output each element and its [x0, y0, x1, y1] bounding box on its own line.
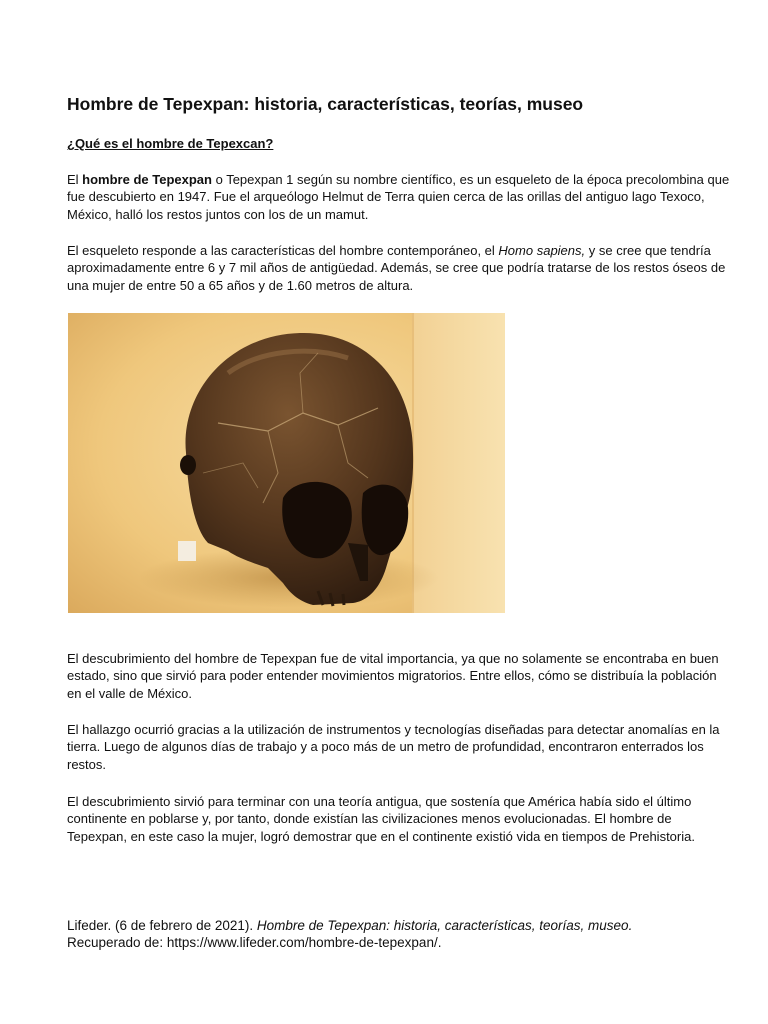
paragraph-3 [67, 650, 719, 702]
paragraph-5-line-1: El descubrimiento sirvió para terminar con una teoría antigua, que sostenía que América había sido el último [67, 794, 692, 809]
paragraph-4-line-3: restos. [67, 756, 107, 772]
skull-photo [68, 313, 505, 613]
citation-line-1: Lifeder. (6 de febrero de 2021). Hombre de Tepexpan: historia, características, teorías, museo. [67, 918, 633, 933]
paragraph-1-line-1: El hombre de Tepexpan o Tepexpan 1 según su nombre científico, es un esqueleto de la época precolombina que [67, 172, 730, 187]
paragraph-2-line-2: aproximadamente entre 6 y 7 mil años de antigüedad. Además, se cree que podría tratarse de los restos óseos de [67, 260, 726, 276]
citation-title: Hombre de Tepexpan: historia, características, teorías, museo. [256, 918, 633, 933]
paragraph-2 [67, 242, 726, 294]
paragraph-1-line-3: México, halló los restos juntos con los de un mamut. [67, 206, 369, 222]
paragraph-5-line-2: continente en poblarse y, por tanto, donde existían las civilizaciones menos evolucionadas. El hombre de [67, 811, 672, 827]
document-title: Hombre de Tepexpan: historia, características, teorías, museo [67, 94, 584, 114]
bold-term: hombre de Tepexpan [82, 172, 212, 187]
citation [67, 917, 707, 951]
paragraph-5 [67, 793, 707, 845]
italic-term: Homo sapiens, [498, 243, 586, 258]
paragraph-1-line-2: fue descubierto en 1947. Fue el arqueólogo Helmut de Terra quien cerca de las orillas del antiguo lago Texoco, [67, 189, 705, 205]
paragraph-3-line-1: El descubrimiento del hombre de Tepexpan fue de vital importancia, ya que no solamente se encontraba en buen [67, 651, 719, 666]
paragraph-1 [67, 171, 730, 223]
citation-source-link[interactable]: Recuperado de: https://www.lifeder.com/hombre-de-tepexpan/. [67, 935, 442, 950]
paragraph-3-line-3: en el valle de México. [67, 685, 193, 701]
paragraph-4-line-1: El hallazgo ocurrió gracias a la utilización de instrumentos y tecnologías diseñadas para detectar anomalías en la [67, 722, 720, 737]
paragraph-4-line-2: tierra. Luego de algunos días de trabajo y a poco más de un metro de profundidad, encontraron enterrados los [67, 739, 704, 755]
paragraph-2-line-1: El esqueleto responde a las características del hombre contemporáneo, el Homo sapiens, y se cree que tendría [67, 243, 711, 258]
paragraph-5-line-3: Tepexpan, en este caso la mujer, logró demostrar que en el continente existió vida en tiempos de Prehistoria. [67, 828, 695, 844]
paragraph-3-line-2: estado, sino que sirvió para poder entender movimientos migratorios. Entre ellos, cómo se distribuía la población [67, 668, 717, 684]
paragraph-4 [67, 721, 720, 773]
section-heading: ¿Qué es el hombre de Tepexcan? [67, 136, 274, 151]
paragraph-2-line-3: una mujer de entre 50 a 65 años y de 1.60 metros de altura. [67, 277, 414, 293]
